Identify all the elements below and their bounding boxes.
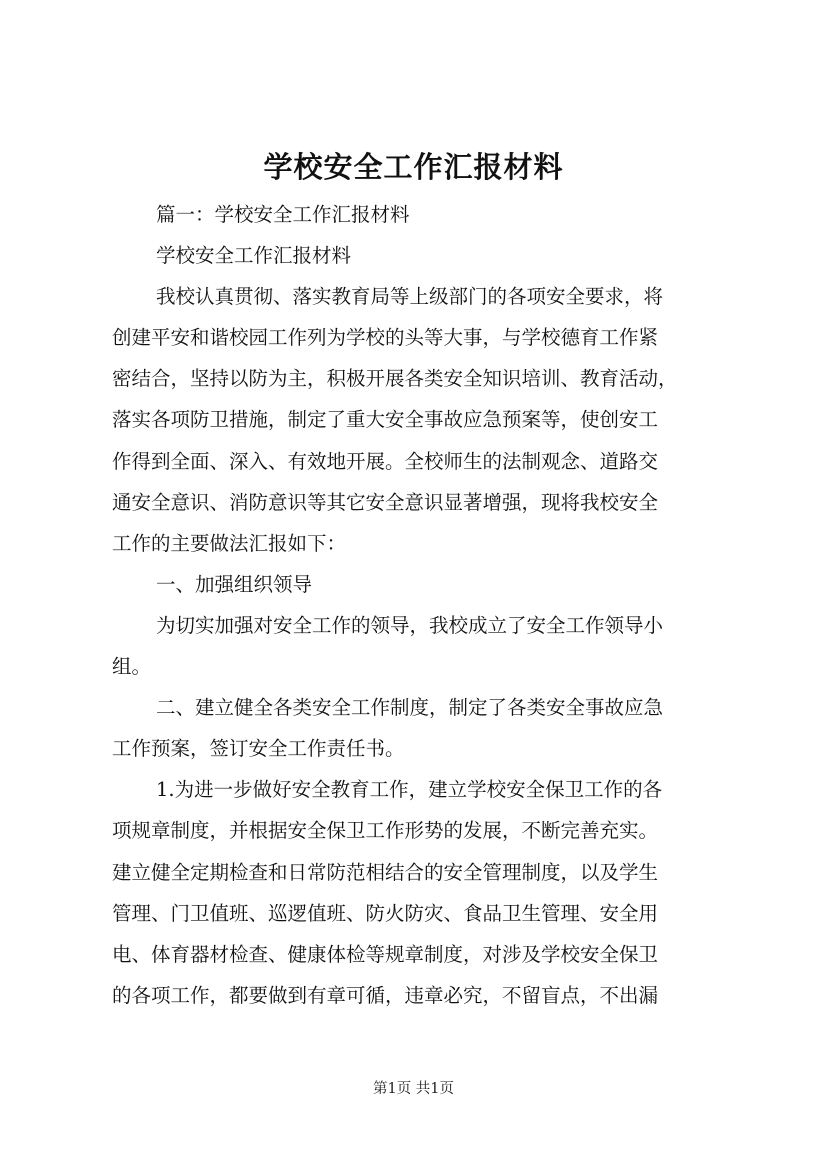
body-line: 通安全意识、消防意识等其它安全意识显著增强，现将我校安全 xyxy=(112,490,659,514)
body-line: 篇一：学校安全工作汇报材料 xyxy=(156,203,410,226)
body-line: 为切实加强对安全工作的领导，我校成立了安全工作领导小 xyxy=(156,613,664,637)
body-line: 电、体育器材检查、健康体检等规章制度，对涉及学校安全保卫 xyxy=(112,942,659,966)
body-line: 1.为进一步做好安全教育工作，建立学校安全保卫工作的各 xyxy=(156,778,663,802)
body-line: 建立健全定期检查和日常防范相结合的安全管理制度，以及学生 xyxy=(112,860,659,884)
body-line: 的各项工作，都要做到有章可循，违章必究，不留盲点，不出漏 xyxy=(112,983,659,1007)
body-line: 工作的主要做法汇报如下： xyxy=(112,531,347,555)
body-line: 密结合，坚持以防为主，积极开展各类安全知识培训、教育活动， xyxy=(112,367,678,391)
body-line: 我校认真贯彻、落实教育局等上级部门的各项安全要求，将 xyxy=(156,285,664,309)
body-line: 管理、门卫值班、巡逻值班、防火防灾、食品卫生管理、安全用 xyxy=(112,901,659,925)
section-heading: 二、建立健全各类安全工作制度，制定了各类安全事故应急 xyxy=(156,696,664,720)
body-line: 工作预案，签订安全工作责任书。 xyxy=(112,737,405,761)
body-line: 项规章制度，并根据安全保卫工作形势的发展，不断完善充实。 xyxy=(112,819,659,843)
page-footer: 第1页 共1页 xyxy=(372,1081,455,1097)
body-line: 创建平安和谐校园工作列为学校的头等大事，与学校德育工作紧 xyxy=(112,326,659,350)
document-body xyxy=(112,194,740,1016)
body-line: 学校安全工作汇报材料 xyxy=(156,244,352,268)
body-line: 组。 xyxy=(112,655,152,679)
body-line: 作得到全面、深入、有效地开展。全校师生的法制观念、道路交 xyxy=(112,449,659,473)
section-heading: 一、加强组织领导 xyxy=(156,572,313,596)
document-title: 学校安全工作汇报材料 xyxy=(263,150,564,184)
body-line: 落实各项防卫措施，制定了重大安全事故应急预案等，使创安工 xyxy=(112,408,659,432)
